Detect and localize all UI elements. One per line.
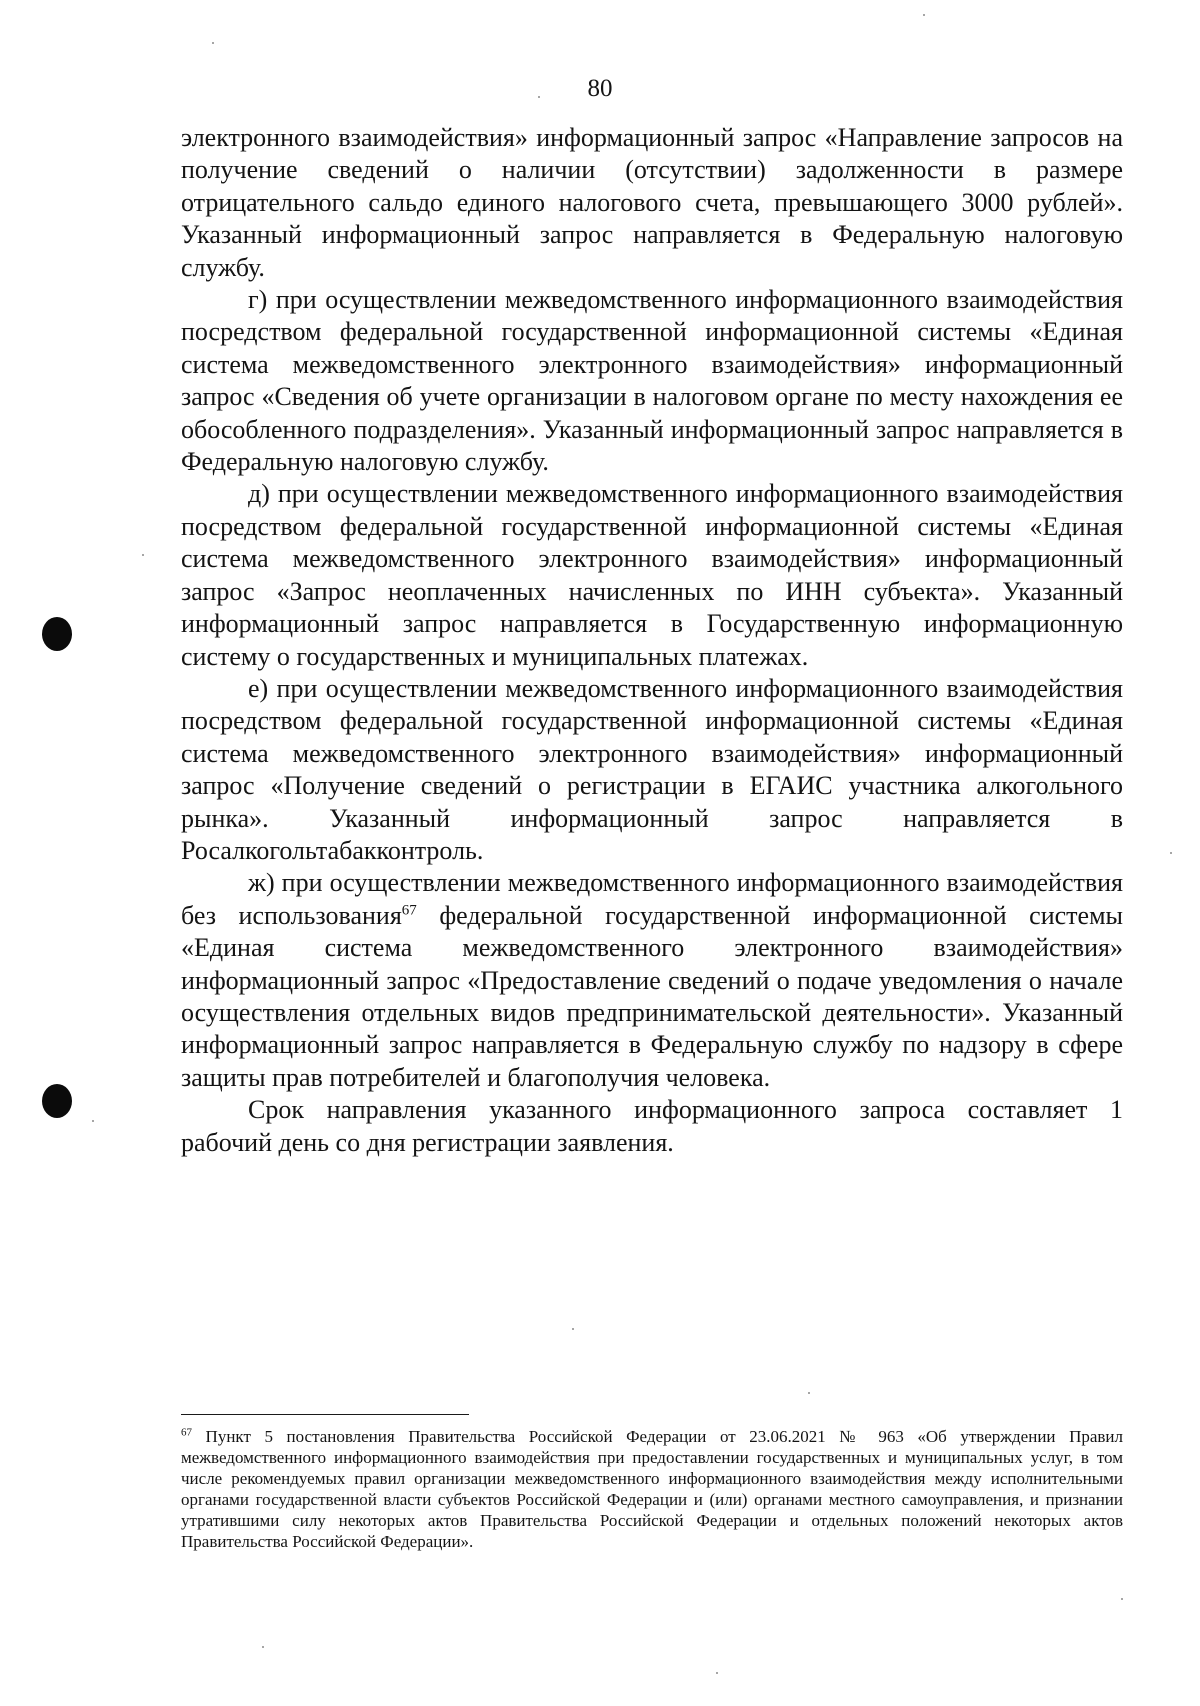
footnote-reference[interactable]: 67 [401, 902, 417, 919]
scan-speck [808, 1392, 810, 1394]
scan-speck [262, 1646, 264, 1648]
body-text [181, 122, 1123, 1159]
scan-speck [92, 1120, 94, 1122]
paragraph-zh-rest: федеральной государственной информационной системы «Единая система межведомственного электронного взаимодействия» информационный запрос «Предоставление сведений о подаче уведомления о начале осуществления отдельных видов предпринимательской деятельности». Указанный информационный запрос направляется в Федеральную службу по надзору в сфере защиты прав потребителей и благополучия человека. [181, 900, 1123, 1092]
paragraph-e: е) при осуществлении межведомственного информационного взаимодействия посредством федеральной государственной информационной системы «Единая система межведомственного электронного взаимодействия» информационный запрос «Получение сведений о регистрации в ЕГАИС участника алкогольного рынка». Указанный информационный запрос направляется в Росалкогольтабакконтроль. [181, 673, 1123, 865]
scan-speck [212, 42, 214, 44]
page-number: 80 [587, 75, 613, 102]
scan-speck [923, 14, 925, 16]
paragraph-zh [181, 867, 1123, 1094]
footnote-text: Пункт 5 постановления Правительства Российской Федерации от 23.06.2021 № 963 «Об утверждении Правил межведомственного информационного взаимодействия при предоставлении государственных и муниципальных услуг, в том числе рекомендуемых правил организации межведомственного информационного взаимодействия между исполнительными органами государственной власти субъектов Российской Федерации и (или) органами местного самоуправления, и признании утратившими силу некоторых актов Правительства Российской Федерации и отдельных положений некоторых актов Правительства Российской Федерации». [181, 1427, 1123, 1551]
scan-speck [142, 554, 144, 556]
punch-hole-bottom [42, 1084, 72, 1118]
paragraph-d: д) при осуществлении межведомственного информационного взаимодействия посредством федеральной государственной информационной системы «Единая система межведомственного электронного взаимодействия» информационный запрос «Запрос неоплаченных начисленных по ИНН субъекта». Указанный информационный запрос направляется в Государственную информационную систему о государственных и муниципальных платежах. [181, 479, 1123, 671]
scan-speck [1170, 852, 1172, 854]
footnote-separator [181, 1414, 469, 1415]
paragraph-zh-lead: ж) при осуществлении межведомственного информационного взаимодействия без использования [181, 868, 1123, 930]
paragraph-g: г) при осуществлении межведомственного информационного взаимодействия посредством федеральной государственной информационной системы «Единая система межведомственного электронного взаимодействия» информационный запрос «Сведения об учете организации в налоговом органе по месту нахождения ее обособленного подразделения». Указанный информационный запрос направляется в Федеральную налоговую службу. [181, 285, 1123, 477]
paragraph-deadline: Срок направления указанного информационного запроса составляет 1 рабочий день со дня регистрации заявления. [181, 1095, 1123, 1157]
scan-speck [572, 1328, 574, 1330]
footnote [181, 1426, 1123, 1552]
punch-hole-top [42, 617, 72, 651]
scan-speck [538, 96, 540, 98]
scan-speck [1121, 1598, 1123, 1600]
footnote-mark: 67 [181, 1426, 192, 1439]
scan-speck [716, 1672, 718, 1674]
paragraph-continuation: электронного взаимодействия» информационный запрос «Направление запросов на получение сведений о наличии (отсутствии) задолженности в размере отрицательного сальдо единого налогового счета, превышающего 3000 рублей». Указанный информационный запрос направляется в Федеральную налоговую службу. [181, 123, 1123, 282]
